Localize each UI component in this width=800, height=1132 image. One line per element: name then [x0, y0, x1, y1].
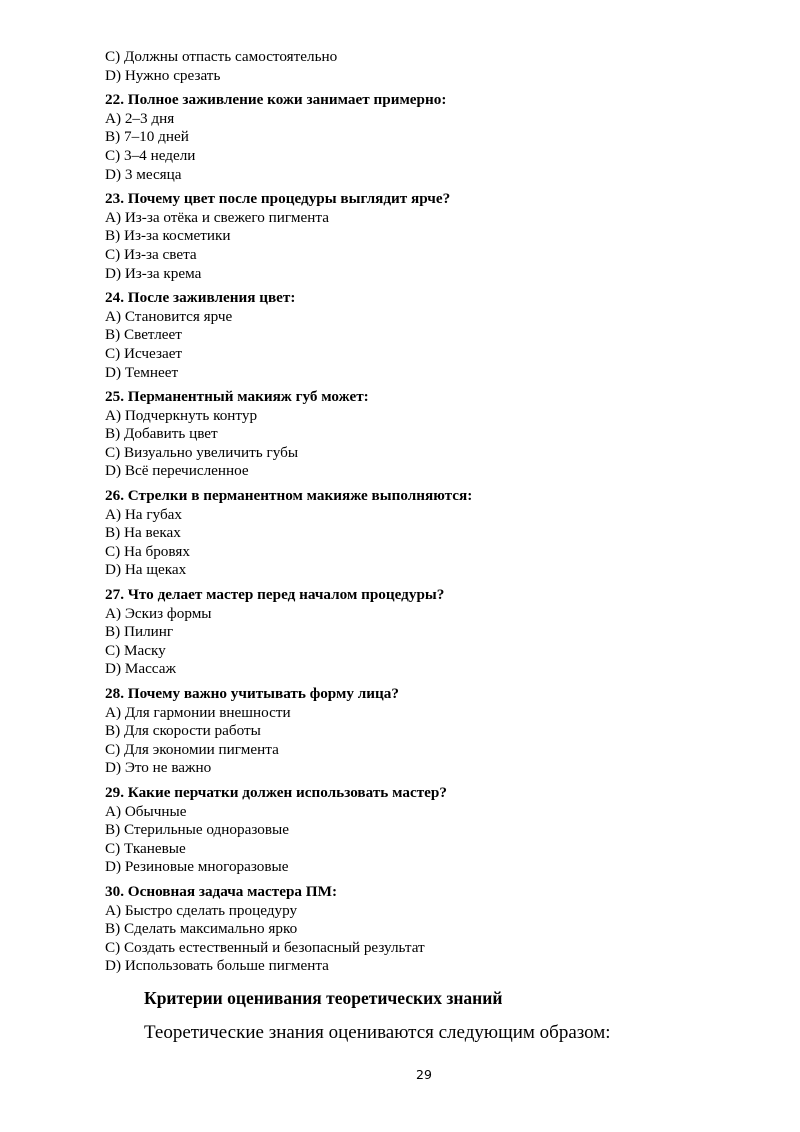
option-line: C) 3–4 недели	[105, 146, 196, 164]
option-line: D) На щеках	[105, 561, 187, 579]
option-line: A) 2–3 дня	[105, 109, 175, 127]
option-line: D) Всё перечисленное	[105, 462, 249, 480]
option-line: C) Создать естественный и безопасный результат	[105, 938, 425, 956]
option-line: D) Нужно срезать	[105, 66, 221, 84]
option-line: C) Исчезает	[105, 344, 183, 362]
option-line: A) Подчеркнуть контур	[105, 406, 258, 424]
option-line: A) Эскиз формы	[105, 604, 212, 622]
option-line: D) Использовать больше пигмента	[105, 957, 329, 975]
option-line: B) На веках	[105, 524, 181, 542]
option-line: D) Из-за крема	[105, 264, 202, 282]
option-line: C) Из-за света	[105, 245, 197, 263]
option-line: C) Маску	[105, 641, 166, 659]
question-26-title: 26. Стрелки в перманентном макияже выполняются:	[105, 487, 473, 505]
criteria-heading: Критерии оценивания теоретических знаний	[144, 988, 503, 1008]
question-28-title: 28. Почему важно учитывать форму лица?	[105, 685, 399, 702]
option-line: B) Сделать максимально ярко	[105, 920, 298, 938]
option-line: B) Из-за косметики	[105, 227, 231, 245]
question-25-title: 25. Перманентный макияж губ может:	[105, 388, 369, 406]
option-line: C) Должны отпасть самостоятельно	[105, 48, 338, 65]
option-line: B) Добавить цвет	[105, 425, 218, 443]
question-24-title: 24. После заживления цвет:	[105, 289, 296, 307]
option-line: A) Из-за отёка и свежего пигмента	[105, 208, 329, 226]
option-line: C) На бровях	[105, 542, 190, 560]
option-line: D) Массаж	[105, 660, 176, 678]
option-line: B) Стерильные одноразовые	[105, 821, 289, 839]
option-line: A) Становится ярче	[105, 307, 233, 325]
page-number: 29	[416, 1067, 432, 1082]
option-line: C) Тканевые	[105, 839, 186, 857]
option-line: D) Резиновые многоразовые	[105, 858, 289, 876]
option-line: B) Светлеет	[105, 326, 182, 344]
option-line: A) Обычные	[105, 802, 187, 820]
criteria-paragraph: Теоретические знания оцениваются следующим образом:	[144, 1022, 611, 1043]
question-27-title: 27. Что делает мастер перед началом процедуры?	[105, 586, 445, 604]
option-line: B) Для скорости работы	[105, 722, 261, 740]
option-line: B) 7–10 дней	[105, 128, 189, 146]
option-line: A) Быстро сделать процедуру	[105, 901, 298, 919]
question-30-title: 30. Основная задача мастера ПМ:	[105, 882, 338, 900]
question-29-title: 29. Какие перчатки должен использовать мастер?	[105, 783, 447, 801]
option-line: D) Это не важно	[105, 759, 212, 777]
option-line: B) Пилинг	[105, 623, 174, 641]
question-22-title: 22. Полное заживление кожи занимает примерно:	[105, 91, 447, 109]
question-list	[105, 48, 745, 976]
option-line: C) Для экономии пигмента	[105, 740, 279, 758]
question-23-title: 23. Почему цвет после процедуры выглядит ярче?	[105, 190, 451, 208]
option-line: D) 3 месяца	[105, 165, 182, 183]
option-line: C) Визуально увеличить губы	[105, 443, 299, 461]
option-line: D) Темнеет	[105, 363, 179, 381]
option-line: A) Для гармонии внешности	[105, 703, 291, 721]
option-line: A) На губах	[105, 505, 183, 523]
